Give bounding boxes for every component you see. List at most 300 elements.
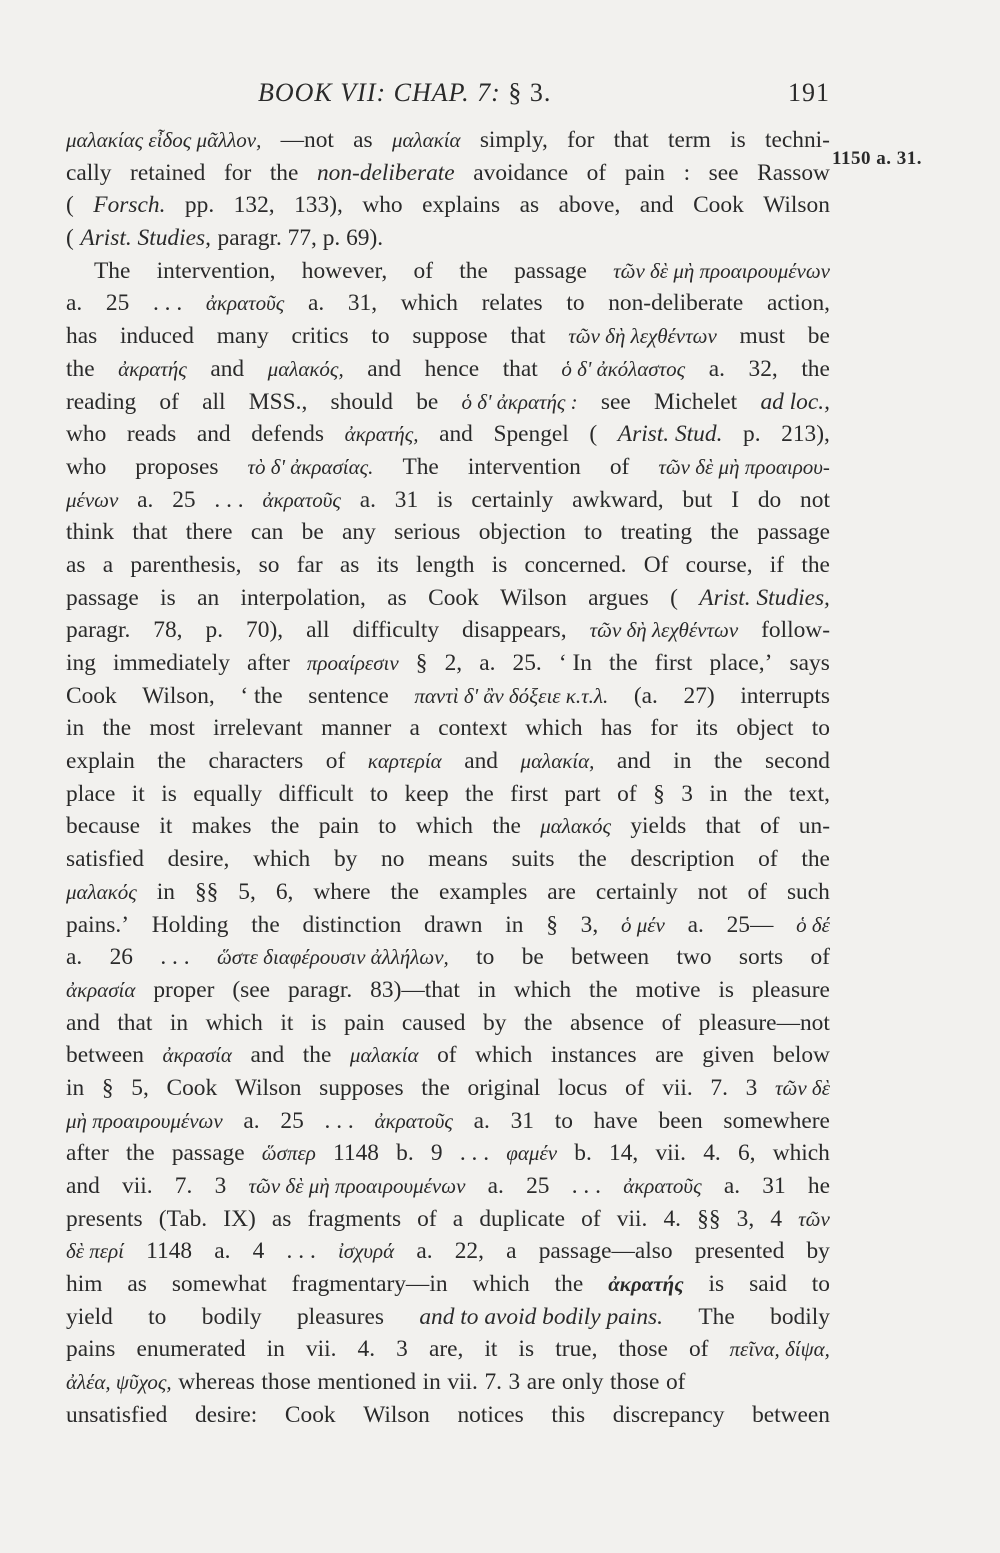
word: 3, — [736, 1205, 755, 1232]
word: ‘ the — [240, 682, 283, 709]
text-line — [66, 189, 830, 222]
word: paragr. — [66, 617, 131, 644]
word: MSS., — [248, 388, 308, 415]
word: interrupts — [740, 682, 830, 709]
word: the — [390, 878, 420, 905]
word: action, — [766, 290, 830, 317]
word: as — [519, 192, 540, 219]
word: as — [271, 1205, 292, 1232]
word: fragments — [307, 1205, 402, 1232]
word: a — [409, 715, 420, 742]
word: 7. — [710, 1074, 728, 1101]
word: passage — [171, 1140, 245, 1167]
text-line — [66, 680, 830, 713]
word: treating — [620, 519, 693, 546]
word: because — [66, 813, 141, 840]
word: can — [250, 519, 284, 546]
word: between — [66, 1042, 144, 1069]
body-text — [66, 124, 830, 1432]
word: for — [650, 715, 678, 742]
greek-word: μαλακίας εἶδος μᾶλλον, — [66, 128, 262, 152]
word: . . . — [152, 290, 183, 317]
word: which — [525, 715, 583, 742]
word: must — [739, 323, 786, 350]
text-line — [66, 353, 830, 386]
word: and — [196, 421, 231, 448]
text-line — [66, 614, 830, 647]
word: fragmentary—in — [291, 1271, 448, 1298]
greek-word: τῶν δὲ μὴ προαιρουμένων — [613, 258, 830, 283]
word: 27) — [683, 682, 715, 709]
word: (Tab. — [158, 1205, 208, 1232]
word: Wilson — [234, 1074, 302, 1101]
word: 25 — [172, 486, 196, 513]
greek-word: δὲ περί — [66, 1239, 124, 1264]
word: 4 — [252, 1238, 265, 1265]
word: the — [710, 519, 739, 546]
word: Cook — [166, 1074, 218, 1101]
word: ( — [66, 225, 74, 252]
word: that — [613, 127, 649, 153]
word: in — [477, 976, 496, 1003]
word: a. — [708, 355, 725, 382]
word: text, — [789, 780, 830, 807]
word: 6, — [737, 1140, 756, 1167]
word: first — [654, 650, 693, 676]
word: . . . — [286, 1238, 316, 1265]
text-line — [66, 124, 830, 157]
word: of — [665, 1369, 686, 1396]
word: absence — [570, 1009, 645, 1036]
word: distinction — [302, 911, 402, 938]
word: the — [102, 715, 132, 742]
word: of — [586, 159, 607, 186]
word: paragr. 77, p. 69). — [217, 225, 384, 252]
word: a. — [487, 1173, 504, 1199]
word: there — [185, 519, 233, 546]
word: vii. — [662, 1074, 693, 1101]
word: 6, — [275, 878, 294, 905]
word: Michelet — [654, 388, 738, 415]
word: place,’ — [709, 650, 773, 676]
word: Cook — [66, 682, 117, 709]
word: the — [609, 650, 638, 676]
word: pain — [624, 159, 666, 186]
greek-word: μαλακία, — [520, 749, 595, 774]
word: non-deliberate — [608, 290, 744, 317]
word: ( — [66, 192, 74, 219]
word: is — [160, 584, 176, 611]
greek-word: τῶν δὲ μὴ προαιρουμένων — [248, 1174, 466, 1198]
word: a. — [243, 1107, 260, 1134]
text-line — [66, 810, 830, 843]
word: objection — [478, 519, 566, 546]
word: the — [465, 780, 494, 807]
greek-word: τῶν δὲ μὴ προαιρου- — [658, 454, 830, 479]
word: 132, — [233, 192, 275, 219]
word: (a. — [633, 682, 658, 709]
word: not — [697, 878, 728, 905]
greek-word: ὁ δ' ἀκόλαστος — [561, 356, 686, 381]
word: I — [731, 486, 739, 513]
word: far — [296, 551, 323, 578]
greek-word: ἀκρατής — [118, 356, 187, 381]
word: a. — [359, 486, 376, 513]
word: argues — [588, 584, 649, 611]
word: see — [708, 159, 739, 186]
word: pains.’ — [66, 911, 130, 938]
word: . . . — [324, 1107, 354, 1134]
word: all — [306, 617, 330, 644]
word: avoidance — [473, 159, 569, 186]
word: of — [159, 388, 179, 415]
word: in — [169, 1009, 189, 1036]
word: which — [475, 1042, 533, 1069]
italic-word: ad loc., — [760, 388, 830, 415]
italic-word: Arist. Studies, — [699, 584, 830, 611]
word: says — [789, 650, 830, 676]
word: the — [713, 748, 743, 775]
word: cally — [66, 159, 112, 186]
word: after — [66, 1140, 109, 1167]
word: supposes — [319, 1074, 404, 1101]
greek-word: πεῖνα, δίψα, — [729, 1337, 830, 1362]
word: by — [333, 846, 358, 873]
italic-word: Arist. Studies, — [80, 225, 211, 252]
italic-word: Arist. Stud. — [617, 421, 723, 448]
word: proper — [153, 976, 215, 1003]
word: vii. — [616, 1205, 648, 1232]
word: that — [705, 813, 741, 840]
text-line — [66, 1268, 830, 1301]
word: this — [551, 1401, 586, 1428]
word: those — [618, 1336, 668, 1363]
text-line — [66, 1039, 830, 1072]
word: below — [772, 1042, 830, 1069]
word: 3 — [214, 1173, 227, 1199]
word: : — [683, 159, 691, 186]
word: to — [378, 813, 397, 840]
word: and — [616, 748, 651, 775]
greek-word: μὴ προαιρουμένων — [66, 1108, 223, 1133]
greek-word: τῶν δὲ — [775, 1075, 830, 1100]
word: by — [806, 1238, 830, 1265]
word: the — [801, 551, 830, 578]
word: that — [117, 1009, 153, 1036]
word: 3, — [580, 911, 599, 938]
word: ing — [66, 650, 96, 676]
word: said — [749, 1271, 787, 1298]
word: retained — [130, 159, 206, 186]
word: 5, — [131, 1074, 149, 1101]
word: been — [658, 1107, 703, 1134]
word: desire: — [194, 1401, 258, 1428]
word: a — [452, 1205, 464, 1232]
word: see — [600, 388, 631, 415]
word: which — [253, 846, 311, 873]
word: a. — [307, 290, 325, 317]
word: explains — [422, 192, 501, 219]
word: of — [759, 813, 780, 840]
word: who — [66, 453, 107, 480]
word: 5, — [238, 878, 256, 905]
word: the — [578, 846, 607, 873]
word: the — [270, 813, 300, 840]
word: the — [554, 1271, 584, 1298]
word: passage—also — [538, 1238, 673, 1265]
word: makes — [191, 813, 252, 840]
word: part — [564, 780, 601, 807]
word: § — [546, 911, 558, 938]
word: a. — [479, 650, 496, 676]
word: 25— — [726, 911, 774, 938]
word: 31 — [510, 1107, 534, 1134]
word: is — [310, 1009, 327, 1036]
word: 26 — [109, 944, 133, 971]
word: ( — [589, 421, 598, 448]
word: enumerated — [136, 1336, 246, 1363]
text-line — [66, 418, 830, 451]
word: 2, — [444, 650, 463, 676]
word: manner — [321, 715, 392, 742]
word: vii. — [122, 1173, 153, 1199]
word: paragr. — [287, 976, 353, 1003]
word: course, — [685, 551, 753, 578]
word: the — [589, 976, 618, 1003]
word: first — [510, 780, 548, 807]
word: of — [417, 1205, 437, 1232]
word: be — [807, 323, 830, 350]
word: defends — [251, 421, 324, 448]
word: to — [584, 519, 603, 546]
word: between — [752, 1401, 830, 1428]
word: above, — [558, 192, 621, 219]
word: are — [547, 878, 576, 905]
word: a. — [66, 944, 83, 971]
word: the — [801, 846, 830, 873]
word: relates — [481, 290, 543, 317]
word: the — [459, 257, 488, 284]
word: not — [800, 486, 830, 513]
text-line — [66, 1333, 830, 1366]
word: a. — [723, 1173, 741, 1199]
text-line — [66, 876, 830, 909]
word: context — [438, 715, 508, 742]
word: has — [600, 715, 633, 742]
page-header — [66, 78, 830, 118]
word: whereas — [178, 1369, 255, 1396]
greek-word: προαίρεσιν — [306, 651, 399, 675]
word: be — [521, 944, 544, 971]
word: 1148 — [146, 1238, 193, 1265]
word: and — [66, 1009, 100, 1036]
word: those — [610, 1369, 660, 1396]
word: that — [132, 519, 168, 546]
word: place — [66, 780, 116, 807]
text-line — [66, 843, 830, 876]
word: Wilson — [763, 192, 830, 219]
text-line — [66, 484, 830, 517]
word: passage — [757, 519, 830, 546]
word: the — [302, 1042, 332, 1069]
word: which — [400, 290, 458, 317]
word: and — [464, 748, 499, 775]
word: of — [661, 1009, 682, 1036]
word: means — [428, 846, 488, 873]
word: pleasure—not — [698, 1009, 830, 1036]
greek-word: ἀκρατοῦς — [262, 487, 341, 512]
word: be — [301, 519, 324, 546]
word: The — [698, 1303, 735, 1330]
text-line — [66, 1007, 830, 1040]
word: Of — [643, 551, 669, 578]
word: § — [415, 650, 428, 676]
word: a. — [214, 1238, 231, 1265]
word: . . . — [214, 486, 244, 513]
word: which — [415, 813, 473, 840]
word: is — [436, 486, 453, 513]
word: the — [743, 780, 773, 807]
word: as — [127, 1271, 147, 1298]
greek-word: μένων — [66, 487, 119, 512]
word: passage — [514, 257, 587, 284]
word: to — [811, 715, 830, 742]
text-line — [66, 909, 830, 942]
text-line — [66, 386, 830, 419]
word: is — [730, 127, 746, 153]
text-line — [66, 1105, 830, 1138]
word: 78, — [153, 617, 183, 644]
word: him — [66, 1271, 103, 1298]
word: motive — [635, 976, 701, 1003]
word: but — [682, 486, 713, 513]
word: a. — [416, 1238, 433, 1265]
text-line — [66, 157, 830, 190]
word: certainly — [471, 486, 554, 513]
text-line — [66, 451, 830, 484]
word: which — [205, 1009, 263, 1036]
italic-word: and to avoid bodily pains. — [419, 1303, 663, 1330]
text-line — [66, 1366, 830, 1399]
word: that — [502, 355, 538, 382]
word: description — [630, 846, 735, 873]
word: Rassow — [757, 159, 830, 186]
greek-word: ὥσπερ — [261, 1141, 316, 1166]
word: characters — [208, 748, 304, 775]
word: b. — [396, 1140, 414, 1167]
word: 3 — [508, 1369, 521, 1396]
greek-word: καρτερία — [367, 749, 442, 774]
word: induced — [119, 323, 194, 350]
word: any — [342, 519, 376, 546]
word: parenthesis, — [130, 551, 242, 578]
word: who — [362, 192, 403, 219]
word: vii. — [447, 1369, 478, 1396]
word: caused — [401, 1009, 466, 1036]
word: to — [148, 1303, 167, 1330]
greek-word: μαλακία — [349, 1043, 419, 1068]
word: a. — [473, 1107, 490, 1134]
word: many — [216, 323, 269, 350]
word: such — [786, 878, 830, 905]
word: in — [709, 780, 728, 807]
word: Cook — [284, 1401, 336, 1428]
word: as — [339, 551, 360, 578]
word: ‘ In — [558, 650, 592, 676]
word: is — [161, 780, 177, 807]
greek-word: τῶν δὴ λεχθέντων — [589, 618, 739, 643]
word: yield — [66, 1303, 113, 1330]
word: in — [422, 1369, 441, 1396]
text-line — [66, 320, 830, 353]
greek-word: μαλακός — [540, 814, 612, 839]
word: are — [526, 1369, 556, 1396]
word: . . . — [160, 944, 190, 971]
greek-word: ἀλέα, ψῦχος, — [66, 1370, 172, 1395]
greek-word: μαλακός — [66, 879, 137, 904]
word: 14, — [609, 1140, 639, 1167]
word: pain — [344, 1009, 385, 1036]
text-line — [66, 549, 830, 582]
word: the — [492, 813, 521, 840]
greek-word: ἀκρατής, — [344, 422, 419, 447]
word: is — [708, 1271, 725, 1298]
word: instances — [550, 1042, 637, 1069]
word: pp. — [184, 192, 215, 219]
word: and — [367, 355, 402, 382]
word: 133), — [294, 192, 343, 219]
word: if — [769, 551, 785, 578]
word: between — [571, 944, 650, 971]
word: keep — [404, 780, 449, 807]
word: Wilson — [363, 1401, 430, 1428]
word: have — [593, 1107, 638, 1134]
word: only — [561, 1369, 604, 1396]
word: its — [695, 715, 719, 742]
greek-word: ἀκρασία — [66, 977, 136, 1002]
word: intervention — [467, 453, 581, 480]
word: it — [159, 813, 173, 840]
word: of — [413, 257, 433, 284]
word: difficult — [278, 780, 354, 807]
word: which — [772, 1140, 830, 1167]
word: where — [313, 878, 371, 905]
word: the — [269, 159, 299, 186]
word: pain — [318, 813, 359, 840]
word: critics — [291, 323, 349, 350]
word: 25 — [280, 1107, 304, 1134]
word: a. — [687, 911, 704, 938]
word: and — [210, 355, 245, 382]
text-line — [66, 255, 830, 288]
word: and — [439, 421, 473, 448]
word: length — [416, 551, 475, 578]
word: the — [126, 1140, 155, 1167]
word: The — [402, 453, 439, 480]
word: irrelevant — [213, 715, 303, 742]
word: to — [811, 1271, 830, 1298]
word: by — [483, 1009, 507, 1036]
greek-word: ὥστε διαφέρουσιν ἀλλήλων, — [216, 945, 449, 970]
greek-word: ὁ δέ — [796, 912, 830, 937]
word: two — [676, 944, 712, 971]
word: un- — [798, 813, 830, 840]
word: so — [258, 551, 280, 578]
word: intervention, — [156, 257, 276, 284]
word: the — [66, 355, 95, 382]
word: b. — [574, 1140, 592, 1167]
word: all — [202, 388, 226, 415]
